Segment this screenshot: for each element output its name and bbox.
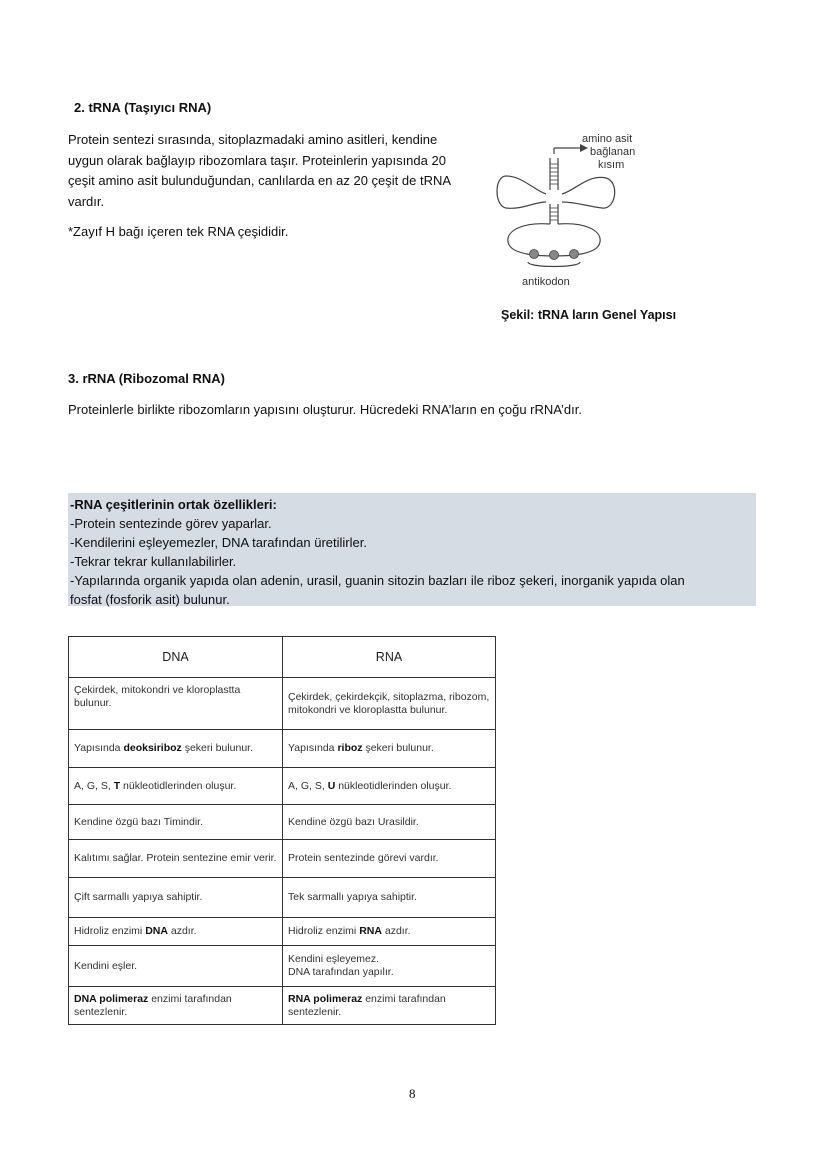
common-line: fosfat (fosforik asit) bulunur.: [70, 592, 230, 607]
anticodon-bases: [530, 250, 579, 260]
trna-structure-diagram: [494, 128, 694, 298]
trna-note: *Zayıf H bağı içeren tek RNA çeşididir.: [68, 224, 289, 239]
rna-cell: Çekirdek, çekirdekçik, sitoplazma, ribozom, mitokondri ve kloroplastta bulunur.: [283, 678, 496, 730]
t-loop: [562, 177, 615, 208]
dna-cell: Kendine özgü bazı Timindir.: [69, 805, 283, 840]
header-dna: DNA: [69, 637, 283, 678]
table-row: [69, 918, 496, 946]
trna-line: çeşit amino asit bulunduğundan, canlılarda en az 20 çeşit de tRNA: [68, 173, 452, 188]
figure-caption: Şekil: tRNA ların Genel Yapısı: [501, 308, 677, 322]
label-part: kısım: [598, 159, 625, 171]
table-row: [69, 840, 496, 878]
common-line: -Protein sentezinde görev yaparlar.: [70, 516, 272, 531]
dna-cell: Çift sarmallı yapıya sahiptir.: [69, 878, 283, 918]
dna-cell: Hidroliz enzimi DNA azdır.: [69, 918, 283, 946]
dna-cell: Kalıtımı sağlar. Protein sentezine emir verir.: [69, 840, 283, 878]
table-row: [69, 730, 496, 768]
acceptor-bonds: [550, 164, 558, 184]
rna-cell: Yapısında riboz şekeri bulunur.: [283, 730, 496, 768]
anticodon-bonds: [550, 208, 558, 220]
rna-cell: RNA polimeraz enzimi tarafından sentezlenir.: [283, 987, 496, 1025]
header-rna: RNA: [283, 637, 496, 678]
table-row: [69, 768, 496, 805]
common-line: -Tekrar tekrar kullanılabilirler.: [70, 554, 237, 569]
rna-cell: Kendine özgü bazı Urasildir.: [283, 805, 496, 840]
rna-cell: Kendini eşleyemez. DNA tarafından yapılır.: [283, 946, 496, 987]
label-amino-acid: amino asit: [582, 133, 633, 145]
dna-cell: Çekirdek, mitokondri ve kloroplastta bulunur.: [69, 678, 283, 730]
common-properties-box: [68, 493, 756, 606]
trna-line: vardır.: [68, 193, 105, 209]
trna-line: uygun olarak bağlayıp ribozomlara taşır. Proteinlerin yapısında 20: [68, 152, 446, 168]
rna-cell: Protein sentezinde görevi vardır.: [283, 840, 496, 878]
dna-cell: Kendini eşler.: [69, 946, 283, 987]
dna-cell: A, G, S, T nükleotidlerinden oluşur.: [69, 768, 283, 805]
common-title: -RNA çeşitlerinin ortak özellikleri:: [70, 497, 277, 512]
rrna-heading: 3. rRNA (Ribozomal RNA): [68, 371, 225, 386]
table-row: [69, 678, 496, 730]
table-row: [69, 987, 496, 1025]
rrna-paragraph: Proteinlerle birlikte ribozomların yapısını oluşturur. Hücredeki RNA’ların en çoğu rRNA’dır.: [68, 402, 582, 417]
rna-cell: A, G, S, U nükleotidlerinden oluşur.: [283, 768, 496, 805]
table-row: [69, 878, 496, 918]
label-anticodon: antikodon: [522, 276, 570, 288]
arrow-head: [580, 144, 588, 152]
dna-cell: Yapısında deoksiriboz şekeri bulunur.: [69, 730, 283, 768]
table-header-row: [69, 637, 496, 678]
trna-line: Protein sentezi sırasında, sitoplazmadaki amino asitleri, kendine: [68, 132, 438, 147]
trna-paragraph: [68, 130, 488, 212]
table-row: [69, 805, 496, 840]
dna-rna-comparison-table: [68, 636, 496, 1025]
anticodon-bracket: [528, 262, 580, 267]
common-line: -Yapılarında organik yapıda olan adenin, urasil, guanin sitozin bazları ile riboz şekeri, inorganik yapıda olan: [70, 573, 685, 588]
page-number: 8: [409, 1086, 416, 1101]
trna-heading: 2. tRNA (Taşıyıcı RNA): [74, 100, 212, 115]
rna-cell: Hidroliz enzimi RNA azdır.: [283, 918, 496, 946]
common-line: -Kendilerini eşleyemezler, DNA tarafından üretilirler.: [70, 535, 367, 550]
rna-cell: Tek sarmallı yapıya sahiptir.: [283, 878, 496, 918]
dna-cell: DNA polimeraz enzimi tarafından sentezlenir.: [69, 987, 283, 1025]
label-binding: bağlanan: [590, 146, 636, 158]
d-loop: [497, 176, 546, 208]
table-row: [69, 946, 496, 987]
